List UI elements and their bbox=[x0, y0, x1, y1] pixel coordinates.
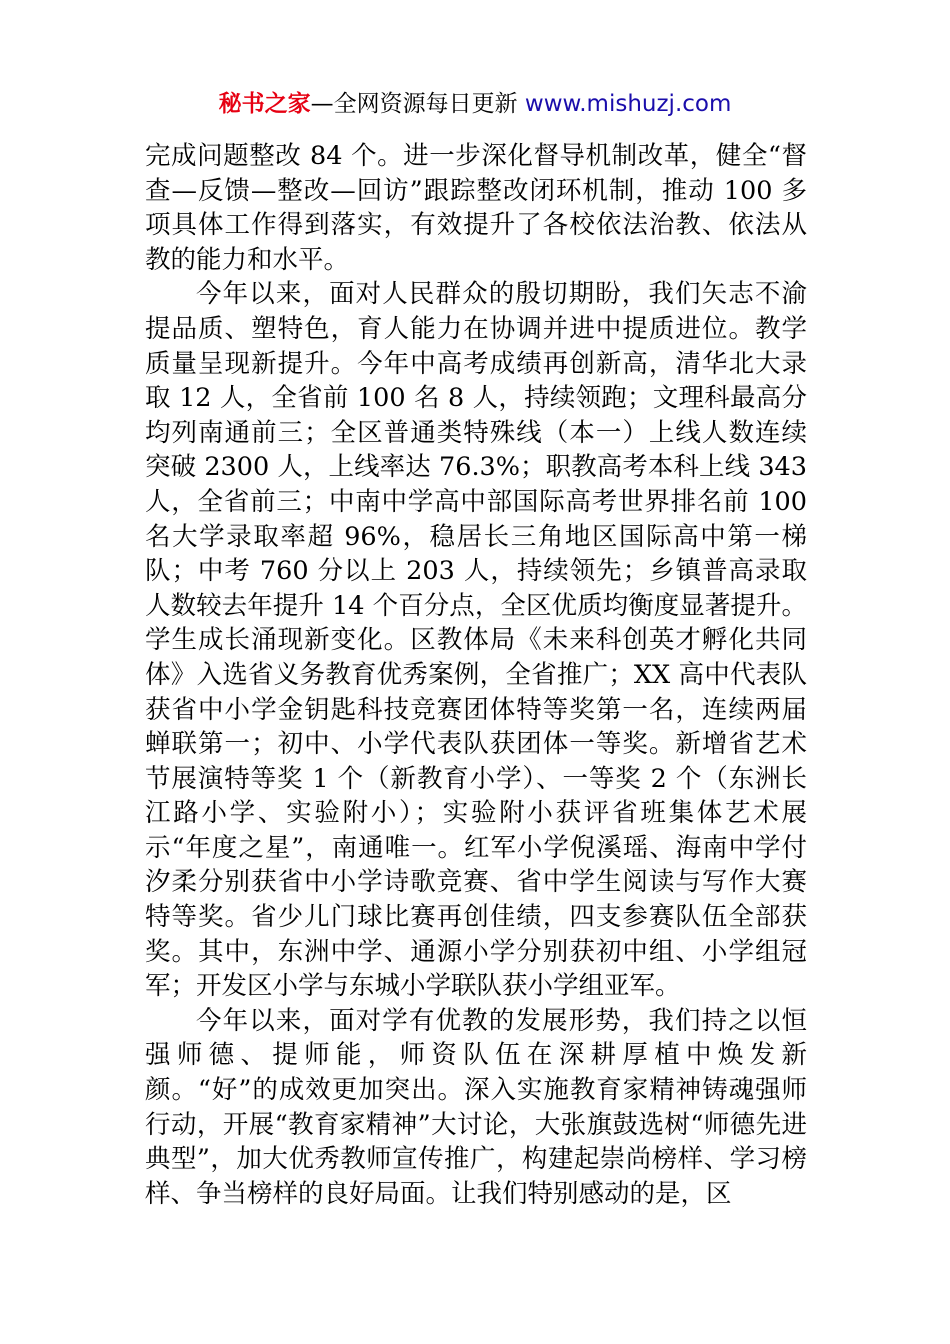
header-brand: 秘书之家 bbox=[218, 91, 311, 117]
paragraph-2: 今年以来，面对人民群众的殷切期盼，我们矢志不渝提品质、塑特色，育人能力在协调并进中提质进位。教学质量呈现新提升。今年中高考成绩再创新高，清华北大录取 12 人，全省前 100 名 8 人，持续领跑；文理科最高分均列南通前三；全区普通类特殊线（本一）上线人数连续突破 2300 人，上线率达 76.3%；职教高考本科上线 343 人，全省前三；中南中学高中部国际高考世界排名前 100 名大学录取率超 96%，稳居长三角地区国际高中第一梯队；中考 760 分以上 203 人，持续领先；乡镇普高录取人数较去年提升 14 个百分点，全区优质均衡度显著提升。学生成长涌现新变化。区教体局《未来科创英才孵化共同体》入选省义务教育优秀案例，全省推广；XX 高中代表队获省中小学金钥匙科技竞赛团体特等奖第一名，连续两届蝉联第一；初中、小学代表队获团体一等奖。新增省艺术节展演特等奖 1 个（新教育小学）、一等奖 2 个（东洲长江路小学、实验附小）；实验附小获评省班集体艺术展示“年度之星”，南通唯一。红军小学倪溪瑶、海南中学付汐柔分别获省中小学诗歌竞赛、省中学生阅读与写作大赛特等奖。省少儿门球比赛再创佳绩，四支参赛队伍全部获奖。其中，东洲中学、通源小学分别获初中组、小学组冠军；开发区小学与东城小学联队获小学组亚军。 bbox=[145, 279, 807, 1002]
header-site-link[interactable]: www.mishuzj.com bbox=[524, 91, 732, 117]
page-header bbox=[0, 88, 950, 120]
header-tagline: —全网资源每日更新 bbox=[310, 91, 518, 117]
document-body bbox=[145, 139, 807, 1211]
paragraph-1: 完成问题整改 84 个。进一步深化督导机制改革，健全“督查—反馈—整改—回访”跟踪整改闭环机制，推动 100 多项具体工作得到落实，有效提升了各校依法治教、依法从教的能力和水平。 bbox=[145, 141, 807, 275]
paragraph-3: 今年以来，面对学有优教的发展形势，我们持之以恒强师德、提师能，师资队伍在深耕厚植中焕发新颜。“好”的成效更加突出。深入实施教育家精神铸魂强师行动，开展“教育家精神”大讨论，大张旗鼓选树“师德先进典型”，加大优秀教师宣传推广，构建起崇尚榜样、学习榜样、争当榜样的良好局面。让我们特别感动的是，区 bbox=[145, 1005, 807, 1209]
